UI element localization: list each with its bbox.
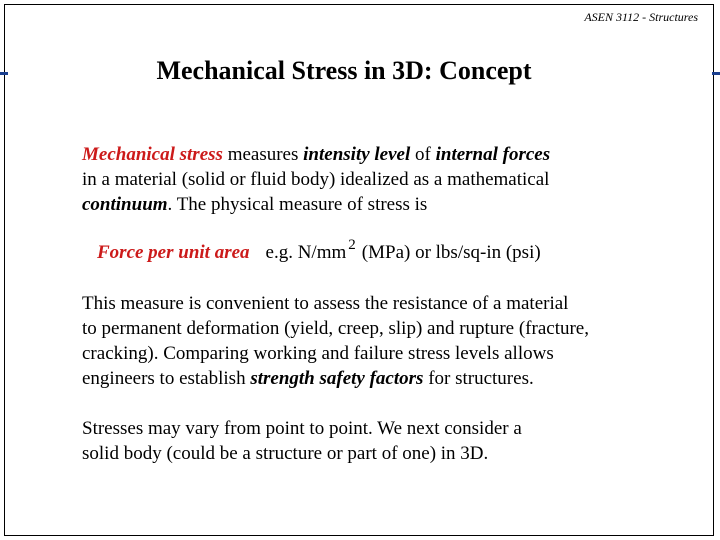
emphasis-intensity-level: intensity level (303, 144, 411, 165)
term-mechanical-stress: Mechanical stress (82, 144, 223, 165)
force-per-unit-area-label: Force per unit area (97, 242, 250, 263)
paragraph-variation: Stresses may vary from point to point. We next consider a solid body (could be a structure or part of one) in 3D. (82, 418, 522, 464)
emphasis-internal-forces: internal forces (435, 144, 551, 165)
paragraph-resistance: This measure is convenient to assess the resistance of a material to permanent deformation (yield, creep, slip) and rupture (fracture, cracking). Comparing working and failure stress levels allows engineers to establish strength safety factors for structures. (82, 293, 589, 389)
right-edge-marker (712, 72, 720, 75)
paragraph-definition: Mechanical stress measures intensity level of internal forces in a material (solid or fluid body) idealized as a mathematical continuum. The physical measure of stress is (82, 144, 551, 215)
exponent: 2 (348, 236, 356, 253)
stress-units-line: Force per unit area e.g. N/mm $^2$ (MPa) or lbs/sq-in (psi) (97, 236, 541, 263)
emphasis-strength-safety-factors: strength safety factors (250, 368, 424, 389)
course-header: ASEN 3112 - Structures (584, 10, 698, 24)
slide-title: Mechanical Stress in 3D: Concept (156, 56, 532, 85)
emphasis-continuum: continuum (82, 194, 168, 215)
